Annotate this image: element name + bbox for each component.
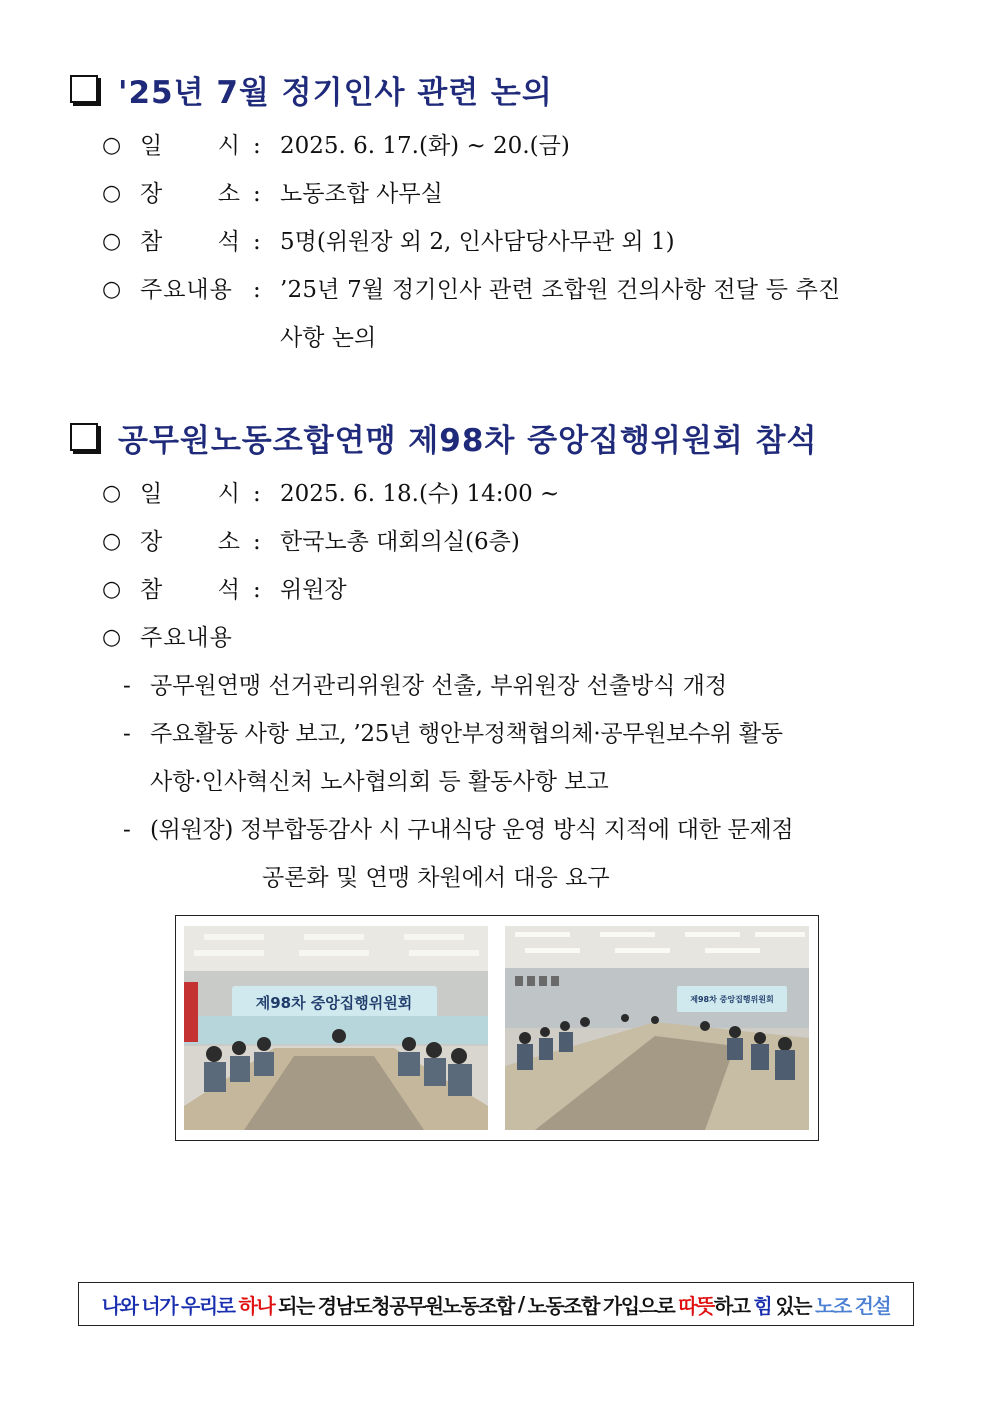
slogan-word-8: 노동조합 [527, 1293, 599, 1318]
s2-item-3: - (위원장) 정부합동감사 시 구내식당 운영 방식 지적에 대한 문제점 [70, 806, 930, 854]
section-2-heading [70, 414, 930, 460]
s2-row-place: ○ 장 소 : 한국노총 대회의실(6층) [70, 518, 930, 566]
s1-row-date-key: 일 시 [140, 133, 240, 159]
s2-item-2-cont [70, 758, 930, 806]
section-2 [70, 414, 930, 902]
section-2-title: 공무원노동조합연맹 제98차 중앙집행위원회 참석 [118, 422, 818, 459]
s1-row-date-value: 2025. 6. 17.(화) ~ 20.(금) [280, 133, 570, 159]
s1-row-date: ○ 일 시 : 2025. 6. 17.(화) ~ 20.(금) [70, 122, 930, 170]
s2-row-date: ○ 일 시 : 2025. 6. 18.(수) 14:00 ~ [70, 470, 930, 518]
slogan-word-10: 따뜻 [678, 1293, 714, 1318]
slogan-word-1: 나와 [101, 1293, 138, 1318]
s2-item-3-text-1: (위원장) 정부합동감사 시 구내식당 운영 방식 지적에 대한 문제점 [150, 817, 794, 843]
s2-row-attendees: ○ 참 석 : 위원장 [70, 566, 930, 614]
s1-row-content-value-2: 사항 논의 [280, 325, 377, 351]
s1-row-place-key: 장 소 [140, 181, 240, 207]
slogan-word-3: 우리로 [181, 1293, 235, 1318]
circle-bullet-icon: ○ [102, 229, 122, 254]
s2-row-place-value: 한국노총 대회의실(6층) [280, 529, 520, 555]
s2-row-content [70, 614, 930, 662]
s2-row-attendees-value: 위원장 [280, 577, 347, 603]
s1-row-attendees-key: 참 석 [140, 229, 240, 255]
s2-item-2-text-2: 사항·인사혁신처 노사협의회 등 활동사항 보고 [150, 769, 609, 795]
circle-bullet-icon: ○ [102, 481, 122, 506]
s1-row-content-key: 주요내용 [140, 277, 233, 303]
circle-bullet-icon: ○ [102, 625, 122, 650]
banner-text: 제98차 중앙집행위원회 [255, 994, 413, 1012]
slogan-word-15: 건설 [854, 1293, 891, 1318]
slogan-word-14: 노조 [814, 1293, 851, 1318]
photo-frame [175, 915, 819, 1141]
s2-row-content-key: 주요내용 [140, 625, 233, 651]
slogan-word-9: 가입으로 [602, 1293, 675, 1318]
circle-bullet-icon: ○ [102, 577, 122, 602]
s2-item-2: - 주요활동 사항 보고, ’25년 행안부정책협의체·공무원보수위 활동 [70, 710, 930, 758]
slogan-word-5: 되는 [278, 1293, 314, 1318]
circle-bullet-icon: ○ [102, 529, 122, 554]
slogan-word-2: 너가 [141, 1293, 178, 1318]
s2-item-3-text-2: 공론화 및 연맹 차원에서 대응 요구 [262, 865, 610, 891]
circle-bullet-icon: ○ [102, 277, 122, 302]
slogan-word-11: 하고 [713, 1293, 750, 1318]
slogan-word-13: 있는 [775, 1293, 811, 1318]
s1-row-place-value: 노동조합 사무실 [280, 181, 443, 207]
meeting-photo-left-image [184, 926, 488, 1130]
section-1-title: '25년 7월 정기인사 관련 논의 [118, 74, 553, 111]
circle-bullet-icon: ○ [102, 133, 122, 158]
s1-row-attendees-value: 5명(위원장 외 2, 인사담당사무관 외 1) [280, 229, 675, 255]
meeting-photo-left [184, 926, 488, 1130]
checkbox-square-icon [70, 423, 98, 451]
s2-row-date-value: 2025. 6. 18.(수) 14:00 ~ [280, 481, 560, 507]
meeting-photo-right-image [505, 926, 809, 1130]
checkbox-square-icon [70, 75, 98, 103]
s2-item-2-text-1: 주요활동 사항 보고, ’25년 행안부정책협의체·공무원보수위 활동 [150, 721, 783, 747]
banner-text-right: 제98차 중앙집행위원회 [690, 995, 774, 1004]
s2-row-date-key: 일 시 [140, 481, 240, 507]
s2-item-3-cont [70, 854, 930, 902]
s1-row-attendees: ○ 참 석 : 5명(위원장 외 2, 인사담당사무관 외 1) [70, 218, 930, 266]
slogan-word-4: 하나 [238, 1293, 275, 1318]
s2-item-1: - 공무원연맹 선거관리위원장 선출, 부위원장 선출방식 개정 [70, 662, 930, 710]
s1-row-content-cont [70, 314, 930, 362]
footer-slogan [78, 1282, 914, 1326]
meeting-photo-right [505, 926, 809, 1130]
s1-row-place: ○ 장 소 : 노동조합 사무실 [70, 170, 930, 218]
s2-row-place-key: 장 소 [140, 529, 240, 555]
circle-bullet-icon: ○ [102, 181, 122, 206]
s1-row-content: ○ 주요내용 : ’25년 7월 정기인사 관련 조합원 건의사항 전달 등 추진 [70, 266, 930, 314]
slogan-word-12: 힘 [753, 1293, 772, 1318]
section-1 [70, 66, 930, 362]
slogan-word-6: 경남도청공무원노동조합 [317, 1293, 514, 1318]
slogan-word-7: / [517, 1292, 524, 1316]
s1-row-content-value-1: ’25년 7월 정기인사 관련 조합원 건의사항 전달 등 추진 [280, 277, 841, 303]
s2-row-attendees-key: 참 석 [140, 577, 240, 603]
section-1-heading [70, 66, 930, 112]
s2-item-1-text: 공무원연맹 선거관리위원장 선출, 부위원장 선출방식 개정 [150, 673, 728, 699]
